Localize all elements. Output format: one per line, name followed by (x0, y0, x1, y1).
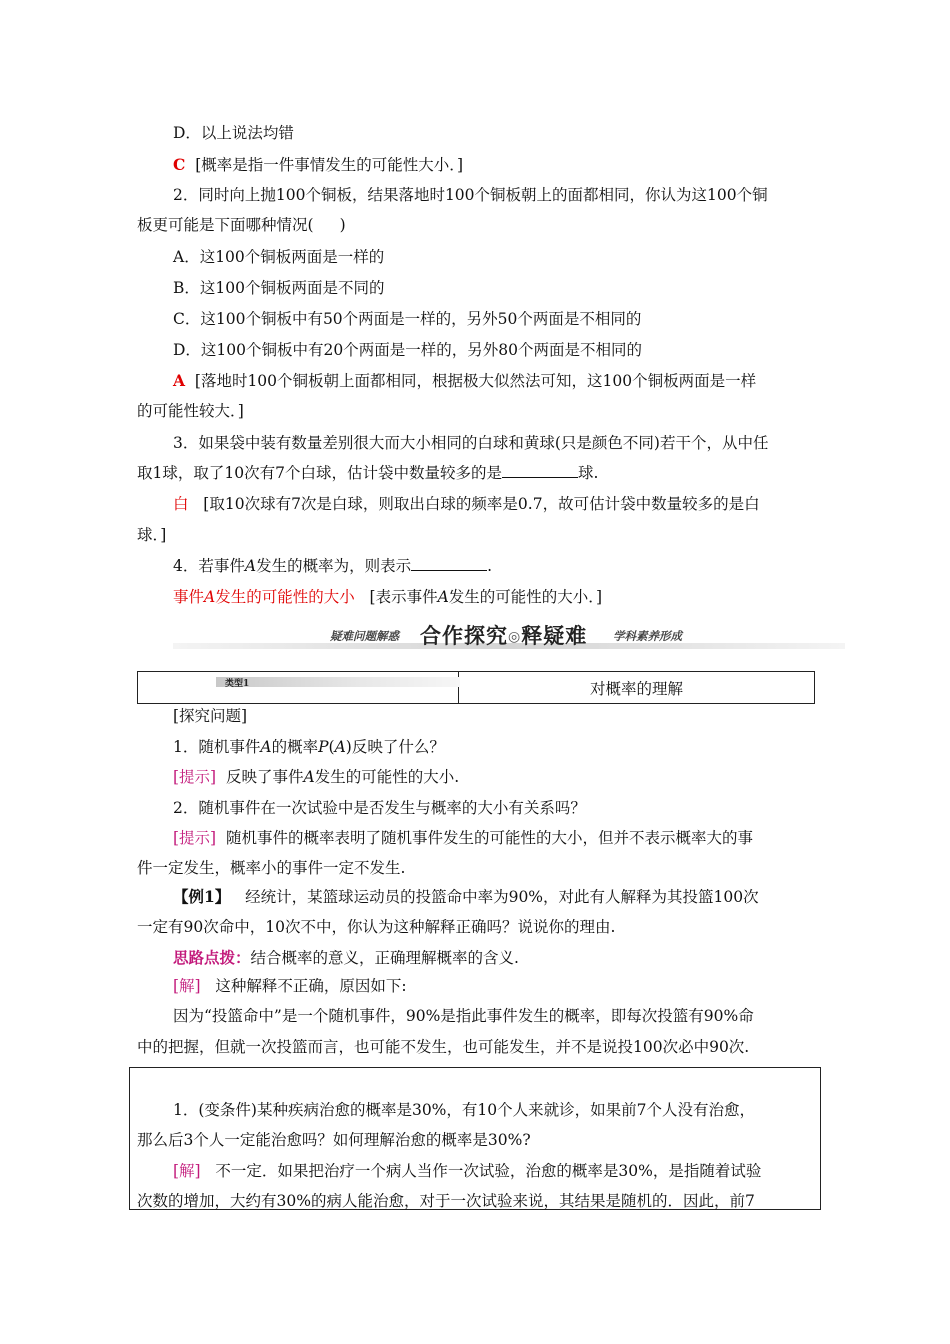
q3-stem-line-2 (137, 463, 817, 483)
example-text-2: 一定有90次命中，10次不中，你认为这种解释正确吗？说说你的理由. (137, 918, 616, 936)
type-tag-bar (216, 677, 460, 687)
q4-answer-line (173, 587, 817, 607)
solution-line-2: 因为“投篮命中”是一个随机事件，90%是指此事件发生的概率，即每次投篮有90%命 (173, 1007, 754, 1025)
q1-explanation: [概率是指一件事情发生的可能性大小．] (195, 156, 464, 174)
type-header-box (137, 671, 815, 704)
variant-q-1: 1．(变条件)某种疾病治愈的概率是30%，有10个人来就诊，如果前7个人没有治愈， (173, 1101, 755, 1119)
explore-hint-2-cont: 件一定发生，概率小的事件一定不发生. (137, 859, 406, 877)
explore-heading: [探究问题] (173, 707, 248, 725)
q1-option-d: D．以上说法均错 (173, 124, 294, 142)
example-text-1: 经统计，某篮球运动员的投篮命中率为90%，对此有人解释为其投篮100次 (245, 888, 759, 906)
banner-left-text: 疑难问题解惑 (330, 629, 399, 643)
q2-answer-line (173, 371, 817, 391)
explore-hint-1 (173, 767, 817, 787)
type-tag-cell (138, 672, 459, 704)
circle-icon: ◎ (508, 629, 522, 645)
variant-solution-2: 次数的增加，大约有30%的病人能治愈，对于一次试验来说，其结果是随机的．因此，前7 (137, 1192, 755, 1210)
section-banner (173, 618, 845, 658)
hint1-var: A (303, 768, 315, 786)
banner-right-text: 学科素养形成 (613, 629, 682, 643)
q4-answer-a: 事件 (173, 588, 205, 606)
q4-answer (173, 588, 355, 606)
variant-solution-1: 不一定．如果把治疗一个病人当作一次试验，治愈的概率是30%，是指随着试验 (215, 1162, 762, 1180)
banner-title (420, 620, 587, 650)
q2-option-a: A．这100个铜板两面是一样的 (173, 248, 385, 266)
explore-q1 (173, 737, 817, 757)
variant-solution (173, 1161, 817, 1181)
explore-q1-c: ( (328, 738, 335, 756)
explore-q1-p: P (318, 738, 329, 756)
q4-answer-var: A (204, 588, 216, 606)
q1-answer: C (173, 155, 186, 174)
explore-q1-b: 的概率 (271, 738, 319, 756)
q4-stem-b: 发生的概率为，则表示 (256, 557, 412, 575)
q4-explain-b: 发生的可能性的大小．] (448, 588, 603, 606)
example-1 (173, 887, 817, 907)
explore-hint-2 (173, 828, 817, 848)
q4-stem-c: . (487, 557, 493, 575)
q2-stem-line-1: 2．同时向上抛100个铜板，结果落地时100个铜板朝上的面都相同，你认为这100个铜 (173, 186, 768, 204)
solution-label: [解] (173, 977, 201, 995)
solution-line-1: 这种解释不正确，原因如下: (215, 977, 407, 995)
banner-title-left: 合作探究 (420, 624, 508, 648)
q2-stem-close: ) (339, 216, 346, 234)
q2-stem-line-2 (137, 215, 817, 235)
q2-answer: A (173, 371, 186, 390)
q1-answer-line (173, 155, 817, 175)
variant-q-2: 那么后3个人一定能治愈吗？如何理解治愈的概率是30%? (137, 1131, 531, 1149)
q3-answer-line (173, 494, 817, 514)
explore-q1-a: 1．随机事件 (173, 738, 261, 756)
banner-title-right: 释疑难 (521, 624, 588, 648)
hint2-line-1: 随机事件的概率表明了随机事件发生的可能性的大小，但并不表示概率大的事 (225, 829, 753, 847)
type-tag: 类型1 (225, 679, 250, 689)
q4-stem-a: 4．若事件 (173, 557, 245, 575)
q4-answer-b: 发生的可能性的大小 (215, 588, 355, 606)
type-title: 对概率的理解 (459, 672, 815, 704)
q4-explain-a: [表示事件 (369, 588, 438, 606)
explore-q1-d: )反映了什么？ (345, 738, 445, 756)
example-hint (173, 948, 817, 968)
q3-stem-end: 球. (577, 464, 599, 482)
q2-explanation-1: [落地时100个铜板朝上面都相同，根据极大似然法可知，这100个铜板两面是一样 (194, 372, 757, 390)
hint-label: [提示] (173, 768, 217, 786)
solution-line-3: 中的把握，但就一次投篮而言，也可能不发生，也可能发生，并不是说投100次必中90次. (137, 1038, 750, 1056)
example-solution (173, 976, 817, 996)
hint1-a: 反映了事件 (225, 768, 304, 786)
q4-stem (173, 556, 817, 576)
q2-explanation-2: 的可能性较大．] (137, 402, 244, 420)
q3-explanation-1: [取10次球有7次是白球，则取出白球的频率是0.7，故可估计袋中数量较多的是白 (203, 495, 760, 513)
example-hint-text: 结合概率的意义，正确理解概率的含义. (250, 949, 519, 967)
q2-option-c: C．这100个铜板中有50个两面是一样的，另外50个两面是不相同的 (173, 310, 642, 328)
example-label: 【例1】 (173, 887, 231, 906)
q3-explanation-2: 球．] (137, 526, 167, 544)
hint-label: 思路点拨： (173, 948, 251, 967)
fill-in-blank (411, 556, 487, 571)
hint-label: [提示] (173, 829, 217, 847)
q2-stem-text: 板更可能是下面哪种情况( (137, 216, 314, 234)
fill-in-blank (502, 463, 578, 478)
explore-q1-var-2: A (334, 738, 346, 756)
q3-answer: 白 (173, 495, 189, 513)
q2-option-d: D．这100个铜板中有20个两面是一样的，另外80个两面是不相同的 (173, 341, 642, 359)
solution-label: [解] (173, 1162, 201, 1180)
explore-q2: 2．随机事件在一次试验中是否发生与概率的大小有关系吗？ (173, 799, 586, 817)
q2-option-b: B．这100个铜板两面是不同的 (173, 279, 385, 297)
q3-stem-text: 取1球，取了10次有7个白球，估计袋中数量较多的是 (137, 464, 502, 482)
q3-stem-line-1: 3．如果袋中装有数量差别很大而大小相同的白球和黄球(只是颜色不同)若干个，从中任 (173, 434, 769, 452)
hint1-b: 发生的可能性的大小. (314, 768, 460, 786)
q4-var: A (244, 557, 257, 575)
q4-explain-var: A (437, 588, 449, 606)
explore-q1-var: A (260, 738, 272, 756)
